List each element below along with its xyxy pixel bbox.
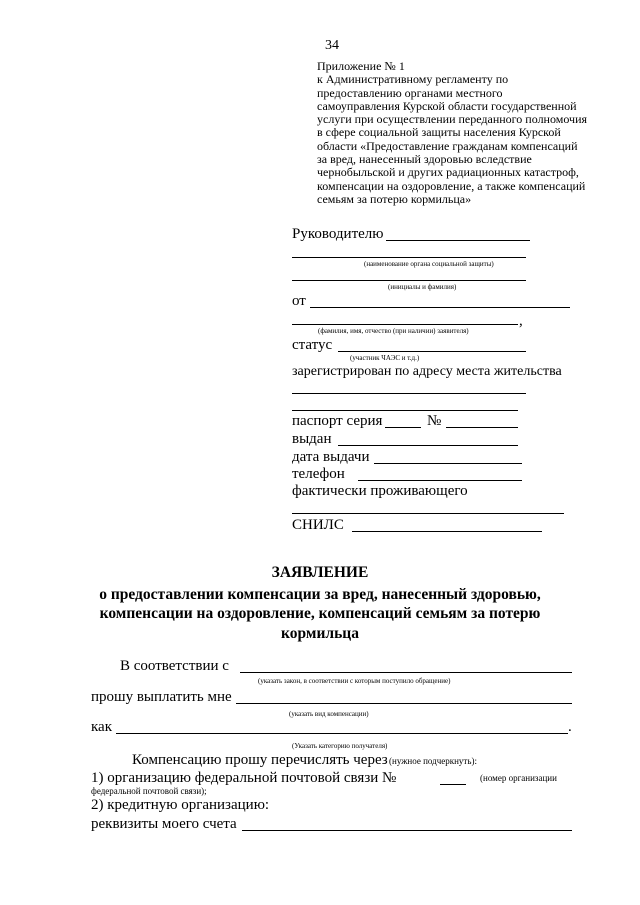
- status-hint: (участник ЧАЭС и т.д.): [350, 354, 420, 362]
- head-name-line[interactable]: [386, 240, 530, 241]
- residing-line[interactable]: [292, 513, 564, 514]
- fio-line[interactable]: [292, 324, 518, 325]
- compensation-type-hint: (указать вид компенсации): [289, 710, 369, 718]
- category-dot: .: [568, 719, 572, 735]
- from-label: от: [292, 293, 306, 309]
- issue-date-label: дата выдачи: [292, 449, 370, 465]
- fio-hint: (фамилия, имя, отчество (при наличии) заявителя): [318, 327, 469, 335]
- statement-subtitle-2: компенсации на оздоровление, компенсаций семьям за потерю: [99, 605, 541, 622]
- pay-label: прошу выплатить мне: [91, 689, 232, 705]
- postal-option-label: 1) организацию федеральной почтовой связи №: [91, 770, 397, 786]
- category-line[interactable]: [116, 733, 568, 734]
- initials-hint: (инициалы и фамилия): [388, 283, 457, 291]
- org-name-line[interactable]: [292, 257, 526, 258]
- statement-subtitle-1: о предоставлении компенсации за вред, нанесенный здоровью,: [99, 586, 541, 603]
- issued-label: выдан: [292, 431, 332, 447]
- passport-number-label: №: [427, 413, 442, 429]
- initials-line[interactable]: [292, 280, 526, 281]
- appendix-block: [317, 60, 587, 206]
- address-line-1[interactable]: [292, 393, 526, 394]
- status-label: статус: [292, 337, 333, 353]
- transfer-label: Компенсацию прошу перечислять через: [132, 752, 388, 768]
- appendix-title: Приложение № 1: [317, 59, 405, 73]
- account-label: реквизиты моего счета: [91, 816, 237, 832]
- phone-label: телефон: [292, 466, 345, 482]
- appendix-text: к Административному регламенту по предоставлению органами местного самоуправления Курской области государственной услуги при осуществлении переданного полномочия в сфере социальной защиты населения Курской области «Предоставление гражданам компенсаций за вред, нанесенный здоровью вследствие чернобыльской и других радиационных катастроф, компенсации на оздоровление, а также компенсаций семьям за потерю кормильца»: [317, 72, 588, 206]
- status-line[interactable]: [338, 351, 526, 352]
- fio-comma: ,: [519, 313, 523, 329]
- as-label: как: [91, 719, 113, 735]
- page-number: 34: [325, 38, 339, 53]
- issue-date-line[interactable]: [374, 463, 522, 464]
- passport-series-line[interactable]: [385, 427, 421, 428]
- statement-title: ЗАЯВЛЕНИЕ: [271, 564, 369, 581]
- residing-label: фактически проживающего: [292, 483, 468, 499]
- postal-hint-b: федеральной почтовой связи);: [91, 786, 207, 796]
- from-line[interactable]: [310, 307, 570, 308]
- org-hint: (наименование органа социальной защиты): [364, 260, 494, 268]
- passport-number-line[interactable]: [446, 427, 518, 428]
- category-hint: (Указать категорию получателя): [292, 742, 388, 750]
- statement-subtitle-3: кормильца: [281, 625, 359, 642]
- registered-label: зарегистрирован по адресу места жительства: [292, 364, 562, 379]
- postal-number-line[interactable]: [440, 784, 466, 785]
- issued-line[interactable]: [338, 445, 518, 446]
- passport-label: паспорт серия: [292, 413, 383, 429]
- postal-hint-a: (номер организации: [480, 773, 557, 783]
- snils-line[interactable]: [352, 531, 542, 532]
- law-hint: (указать закон, в соответствии с которым поступило обращение): [258, 677, 451, 685]
- accordance-label: В соответствии с: [120, 658, 229, 674]
- address-line-2[interactable]: [292, 410, 518, 411]
- phone-line[interactable]: [358, 480, 522, 481]
- transfer-hint: (нужное подчеркнуть):: [389, 756, 477, 766]
- bank-option-label: 2) кредитную организацию:: [91, 797, 270, 813]
- law-line[interactable]: [240, 672, 572, 673]
- to-label: Руководителю: [292, 226, 384, 242]
- compensation-type-line[interactable]: [236, 703, 572, 704]
- snils-label: СНИЛС: [292, 517, 344, 533]
- account-line[interactable]: [242, 830, 572, 831]
